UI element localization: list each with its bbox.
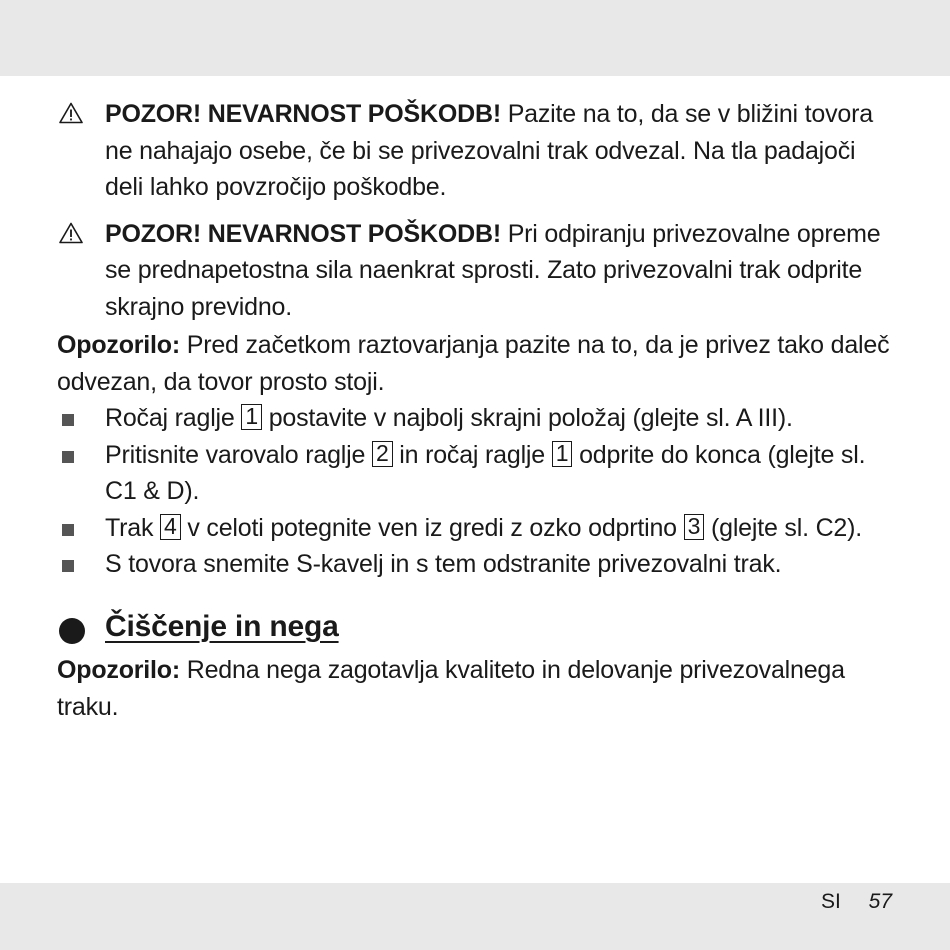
- step-4: [57, 546, 893, 583]
- step-text: postavite v najbolj skrajni položaj (glejte sl. A III).: [268, 404, 793, 432]
- page-content: [57, 96, 893, 725]
- bullet-square-icon: [62, 560, 74, 572]
- bullet-square-icon: [62, 451, 74, 463]
- warning-text: Pri odpiranju privezovalne opreme se prednapetostna sila naenkrat sprosti. Zato privezovalni trak odprite skrajno previdno.: [105, 219, 881, 321]
- part-number: 1: [552, 441, 573, 467]
- step-text: v celoti potegnite ven iz gredi z ozko odprtino: [187, 513, 677, 542]
- part-number: 2: [372, 441, 393, 467]
- step-text: Trak: [105, 513, 154, 542]
- part-number: 4: [160, 514, 181, 540]
- step-text: Ročaj raglje: [105, 404, 235, 432]
- note-unloading: [57, 327, 893, 400]
- step-1: [57, 400, 893, 437]
- step-3: [57, 510, 893, 547]
- step-text: S tovora snemite S-kavelj in s tem odstranite privezovalni trak.: [105, 550, 782, 578]
- bullet-square-icon: [62, 524, 74, 536]
- note-care: [57, 652, 893, 725]
- step-text: Pritisnite varovalo raglje: [105, 440, 366, 469]
- step-text: in ročaj raglje: [399, 440, 545, 469]
- section-heading: [57, 609, 893, 647]
- warning-label: POZOR! NEVARNOST POŠKODB!: [105, 219, 501, 248]
- warning-1: [57, 96, 893, 206]
- heading-bullet-icon: [59, 618, 85, 644]
- page-footer: [821, 888, 892, 916]
- warning-triangle-icon: [59, 222, 83, 244]
- warning-triangle-icon: [59, 102, 83, 124]
- top-band: [0, 0, 950, 76]
- warning-label: POZOR! NEVARNOST POŠKODB!: [105, 100, 501, 128]
- page-number: 57: [868, 890, 892, 913]
- bottom-band: [0, 883, 950, 950]
- note-label: Opozorilo:: [57, 656, 180, 684]
- note-text: Pred začetkom raztovarjanja pazite na to, da je privez tako daleč odvezan, da tovor prosto stoji.: [57, 331, 890, 396]
- warning-text: Pazite na to, da se v bližini tovora ne nahajajo osebe, če bi se privezovalni trak odvezal. Na tla padajoči deli lahko povzročijo poškodbe.: [105, 100, 873, 201]
- warning-2: [57, 216, 893, 326]
- note-label: Opozorilo:: [57, 331, 180, 359]
- bullet-square-icon: [62, 414, 74, 426]
- section-title: Čiščenje in nega: [105, 609, 339, 643]
- step-2: [57, 437, 893, 510]
- part-number: 1: [241, 404, 262, 430]
- step-text: odprite do konca (glejte sl. C1 & D).: [105, 440, 866, 505]
- step-text: (glejte sl. C2).: [710, 513, 862, 542]
- language-code: SI: [820, 890, 841, 913]
- note-text: Redna nega zagotavlja kvaliteto in delovanje privezovalnega traku.: [57, 656, 845, 721]
- part-number: 3: [684, 514, 705, 540]
